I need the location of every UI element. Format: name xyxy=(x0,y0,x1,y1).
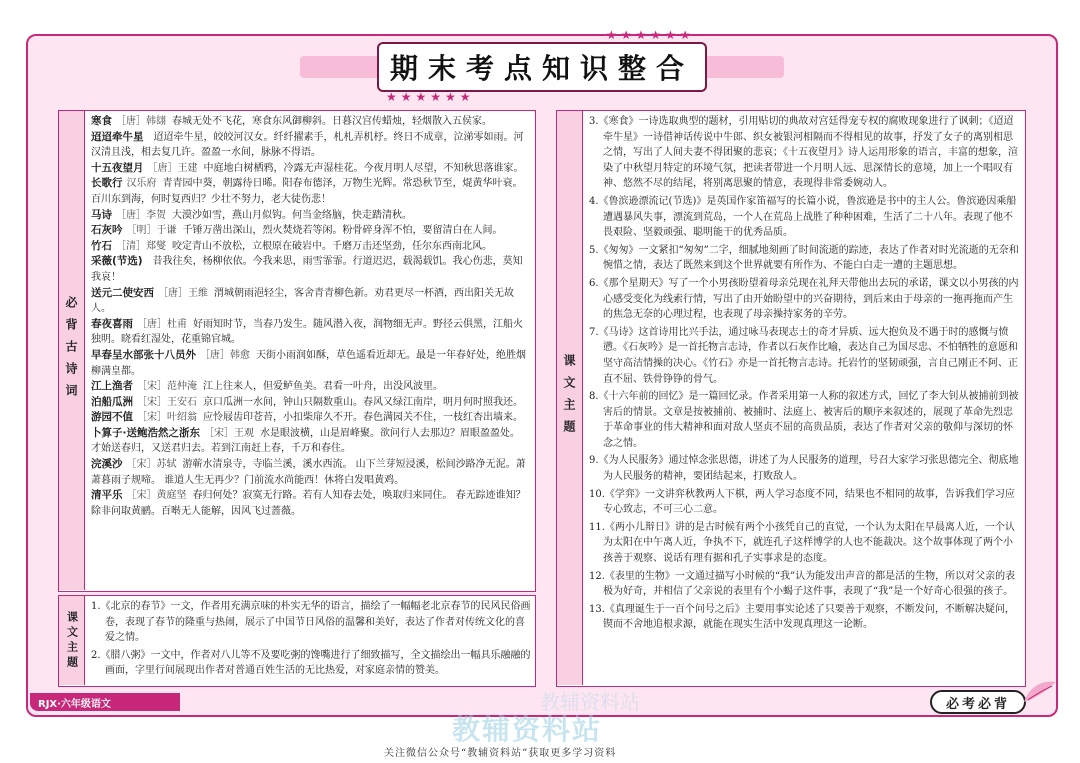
poem-entry xyxy=(91,426,531,457)
poem-entry xyxy=(91,488,531,519)
poem-author: ［唐］韩愈 xyxy=(200,349,250,361)
theme-item: 9.《为人民服务》通过悼念张思德，讲述了为人民服务的道理，号召大家学习张思德完全、彻底地为人民服务的精神，要团结起来，打败敌人。 xyxy=(589,455,1019,483)
poem-text: 中庭地白树栖鸦，冷露无声湿桂花。今夜月明人尽望，不知秋思落谁家。 xyxy=(203,162,524,174)
themes-panel xyxy=(556,110,1026,687)
poem-entry xyxy=(91,317,531,348)
poem-text: 大漠沙如雪，燕山月似钩。何当金络脑，快走踏清秋。 xyxy=(172,209,412,221)
poem-entry xyxy=(91,130,531,161)
poem-author: 汉乐府 xyxy=(126,178,157,190)
poem-title: 卜算子·送鲍浩然之浙东 xyxy=(91,426,200,439)
poem-text: 青青园中葵，朝露待日晞。阳春布德泽，万物生光辉。常恐秋节至，焜黄华叶衰。百川东到海，何时复西归？少壮不努力，老大徒伤悲！ xyxy=(91,178,523,205)
poem-text: 春城无处不飞花，寒食东风御柳斜。日暮汉宫传蜡烛，轻烟散入五侯家。 xyxy=(172,116,492,127)
poem-author: ［唐］韩翃 xyxy=(116,116,166,127)
theme-item: 5.《匆匆》一文紧扣“匆匆”二字，细腻地刻画了时间流逝的踪迹，表达了作者对时光流逝的无奈和惋惜之情，表达了既然来到这个世界就要有所作为、不能白白走一遭的主题思想。 xyxy=(589,244,1019,272)
theme-item: 4.《鲁滨逊漂流记(节选)》是英国作家笛福写的长篇小说，鲁滨逊是书中的主人公。鲁滨逊因乘船遭遇暴风失事，漂流到荒岛，一个人在荒岛上战胜了种种困难，生活了二十八年。表现了他不畏艰险、坚毅顽强、聪明能干的优秀品质。 xyxy=(589,195,1017,239)
poem-entry xyxy=(91,208,531,224)
poem-title: 迢迢牵牛星 xyxy=(91,130,144,143)
theme-item: 8.《十六年前的回忆》是一篇回忆录。作者采用第一人称的叙述方式，回忆了李大钊从被捕前到被害后的情景。文章是按被捕前、被捕时、法庭上、被害后的顺序来叙述的，展现了革命先烈忠于革命事业的伟大精神和面对敌人坚贞不屈的高贵品质，表达了作者对父亲的敬仰与深切的怀念之情。 xyxy=(589,391,1019,449)
poems-tab-label: 必背古诗词 xyxy=(64,295,78,406)
poem-text: 迢迢牵牛星，皎皎河汉女。纤纤擢素手，札札弄机杼。终日不成章，泣涕零如雨。河汉清且浅，相去复几许。盈盈一水间，脉脉不得语。 xyxy=(91,131,524,159)
poem-title: 竹石 xyxy=(91,239,112,252)
poem-text: 游蕲水清泉寺，寺临兰溪，溪水西流。 山下兰芽短浸溪，松间沙路净无泥。萧萧暮雨子规啼。 谁道人生无再少？门前流水尚能西！休将白发唱黄鸡。 xyxy=(91,459,526,486)
poem-text: 好雨知时节，当春乃发生。随风潜入夜，润物细无声。野径云俱黑，江船火独明。晓看红湿处，花重锦官城。 xyxy=(91,318,523,346)
poem-entry xyxy=(91,114,531,130)
watermark-faint: 教辅资料站 xyxy=(540,690,640,714)
poem-entry xyxy=(91,379,531,395)
poem-title: 泊船瓜洲 xyxy=(91,395,133,408)
poem-author: ［宋］黄庭坚 xyxy=(126,490,187,502)
poem-title: 送元二使安西 xyxy=(91,286,154,299)
poem-text: 渭城朝雨浥轻尘，客舍青青柳色新。劝君更尽一杯酒，西出阳关无故人。 xyxy=(91,287,514,315)
poem-entry xyxy=(91,457,531,488)
poem-text: 京口瓜洲一水间，钟山只隔数重山。春风又绿江南岸，明月何时照我还。 xyxy=(203,396,523,408)
poem-entry xyxy=(91,176,531,207)
poem-entry xyxy=(91,239,531,255)
theme-item: 10.《学弈》一文讲弈秋教两人下棋，两人学习态度不同，结果也不相同的故事，告诉我们学习应专心致志，不可三心二意。 xyxy=(589,488,1015,516)
poem-title: 春夜喜雨 xyxy=(91,317,133,330)
poem-title: 采薇(节选) xyxy=(91,255,143,268)
poem-title: 十五夜望月 xyxy=(91,161,144,174)
poem-text: 千锤万凿出深山，烈火焚烧若等闲。粉骨碎身浑不怕，要留清白在人间。 xyxy=(182,225,503,237)
poem-author: ［唐］王建 xyxy=(147,162,198,174)
watermark: 教辅资料站 xyxy=(452,713,603,746)
bottom-note: 关注微信公众号“教辅资料站”获取更多学习资料 xyxy=(384,748,617,759)
theme-item: 12.《表里的生物》一文通过描写小时候的“我”认为能发出声音的都是活的生物，所以对父亲的表极为好奇，并相信了父亲说的表里有个小蝎子这件事，表现了“我”是一个好奇心很强的孩子。 xyxy=(589,570,1016,598)
poems-list xyxy=(91,114,531,590)
theme-item: 2.《腊八粥》一文中，作者对八儿等不及要吃粥的馋嘴进行了细致描写，全文描绘出一幅具乐融融的画面，字里行间展现出作者对普通百姓生活的无比热爱，对家庭亲情的赞美。 xyxy=(91,649,531,677)
poem-author: ［唐］李贺 xyxy=(116,209,166,221)
left-themes-tab xyxy=(59,596,85,685)
poem-title: 江上渔者 xyxy=(91,380,133,393)
poem-entry xyxy=(91,286,531,317)
poem-title: 游园不值 xyxy=(91,411,133,424)
themes-tab xyxy=(557,111,583,685)
poem-author: ［明］于谦 xyxy=(126,225,177,237)
poem-entry xyxy=(91,348,531,379)
poem-author: ［唐］杜甫 xyxy=(137,318,187,330)
poem-text: 咬定青山不放松，立根原在破岩中。千磨万击还坚劲，任尔东西南北风。 xyxy=(172,240,492,252)
poem-author: ［宋］王安石 xyxy=(137,396,197,408)
title-ribbon-left xyxy=(300,56,380,78)
book-label: RJX·六年级语文 xyxy=(30,693,180,711)
poem-author: ［宋］叶绍翁 xyxy=(137,412,197,424)
left-themes-tab-label: 课文主题 xyxy=(65,610,79,671)
poem-title: 石灰吟 xyxy=(91,224,123,237)
poem-text: 江上往来人，但爱鲈鱼美。君看一叶舟，出没风波里。 xyxy=(203,381,443,393)
page-title: 期末考点知识整合 xyxy=(389,52,694,85)
poem-title: 长歌行 xyxy=(91,177,123,190)
poem-entry xyxy=(91,254,531,285)
themes-list xyxy=(589,114,1021,685)
must-recite-badge: 必考必背 xyxy=(930,690,1026,714)
title-ribbon-right xyxy=(704,56,784,78)
page-title-box xyxy=(377,42,707,92)
theme-item: 6.《那个星期天》写了一个小男孩盼望着母亲兑现在礼拜天带他出去玩的承诺，课文以小男孩的内心感受变化为线索行情，写出了由开始盼望中的兴奋期待，到后来由于母亲的一拖再拖而产生的焦急无奈的心理过程，也表现了母亲操持家务的辛劳。 xyxy=(589,277,1019,321)
stars-top: ★★★★★★ xyxy=(606,28,695,42)
left-themes-panel xyxy=(58,595,536,687)
theme-item: 13.《真理诞生于一百个问号之后》主要用事实论述了只要善于观察，不断发问，不断解决疑问，锲而不舍地追根求源，就能在现实生活中发现真理这一论断。 xyxy=(589,603,1015,631)
poem-entry xyxy=(91,223,531,239)
themes-tab-label: 课文主题 xyxy=(562,354,576,442)
theme-item: 11.《两小儿辩日》讲的是古时候有两个小孩凭自己的直觉，一个认为太阳在早晨离人近，一个认为太阳在中午离人近，争执不下，就连孔子这样博学的人也不能裁决。这个故事体现了两个小孩善于观察、说话有理有据和孔子实事求是的态度。 xyxy=(589,521,1015,565)
poem-title: 寒食 xyxy=(91,115,112,127)
poem-entry xyxy=(91,410,531,426)
theme-item: 3.《寒食》一诗选取典型的题材，引用贴切的典故对宫廷得宠专权的腐败现象进行了讽刺；《迢迢牵牛星》一诗借神话传说中牛郎、织女被银河相隔而不得相见的故事，抒发了女子的离别相思之情，写出了人间夫妻不得团聚的悲哀；《十五夜望月》诗人运用形象的语言，丰富的想象，渲染了中秋望月特定的环境气氛，把读者带进一个月明人远、思深情长的意境，加上一个唱叹有神、悠然不尽的结尾，将别离思聚的情意，表现得非常委婉动人。 xyxy=(589,116,1018,190)
poem-text: 天街小雨润如酥，草色遥看近却无。最是一年春好处，绝胜烟柳满皇都。 xyxy=(91,349,526,377)
flower-icon xyxy=(1020,676,1060,706)
poem-text: 应怜屐齿印苍苔，小扣柴扉久不开。春色满园关不住，一枝红杏出墙来。 xyxy=(203,412,523,424)
poem-author: ［唐］王维 xyxy=(158,287,208,299)
poem-title: 浣溪沙 xyxy=(91,458,123,471)
poem-author: ［宋］苏轼 xyxy=(126,459,177,471)
poem-title: 早春呈水部张十八员外 xyxy=(91,348,196,361)
poem-entry xyxy=(91,395,531,411)
poem-author: ［宋］王观 xyxy=(204,427,254,439)
poem-title: 马诗 xyxy=(91,208,112,221)
stars-bottom: ★★★★★★ xyxy=(386,90,475,104)
left-themes-list xyxy=(91,599,531,685)
poem-text: 水是眼波横，山是眉峰聚。欲问行人去那边？眉眼盈盈处。 才始送春归，又送君归去。若到江南赶上春，千万和春住。 xyxy=(91,427,520,455)
theme-item: 1.《北京的春节》一文，作者用充满京味的朴实无华的语言，描绘了一幅幅老北京春节的民风民俗画卷，表现了春节的隆重与热闹，展示了中国节日风俗的温馨和美好，表达了作者对传统文化的喜爱之情。 xyxy=(91,601,531,644)
poem-title: 清平乐 xyxy=(91,489,123,502)
poem-author: ［宋］范仲淹 xyxy=(137,381,197,393)
poem-text: 昔我往矣，杨柳依依。今我来思，雨雪霏霏。行道迟迟，载渴载饥。我心伤悲，莫知我哀！ xyxy=(91,256,523,283)
poems-panel xyxy=(58,110,536,592)
poems-tab xyxy=(59,111,85,590)
poem-text: 春归何处？寂寞无行路。若有人知春去处，唤取归来同住。 春无踪迹谁知？除非问取黄鹂。百啭无人能解，因风飞过蔷薇。 xyxy=(91,490,526,517)
poem-entry xyxy=(91,161,531,177)
theme-item: 7.《马诗》这首诗用比兴手法，通过咏马表现志士的奇才异质、远大抱负及不遇于时的感慨与愤懑。《石灰吟》是一首托物言志诗，作者以石灰作比喻，表达自己为国尽忠、不怕牺牲的意愿和坚守高洁情操的决心。《竹石》亦是一首托物言志诗。托岩竹的坚韧顽强，言自己刚正不阿、正直不屈、铁骨铮铮的骨气。 xyxy=(589,326,1018,385)
poem-author: ［清］郑燮 xyxy=(116,240,166,252)
